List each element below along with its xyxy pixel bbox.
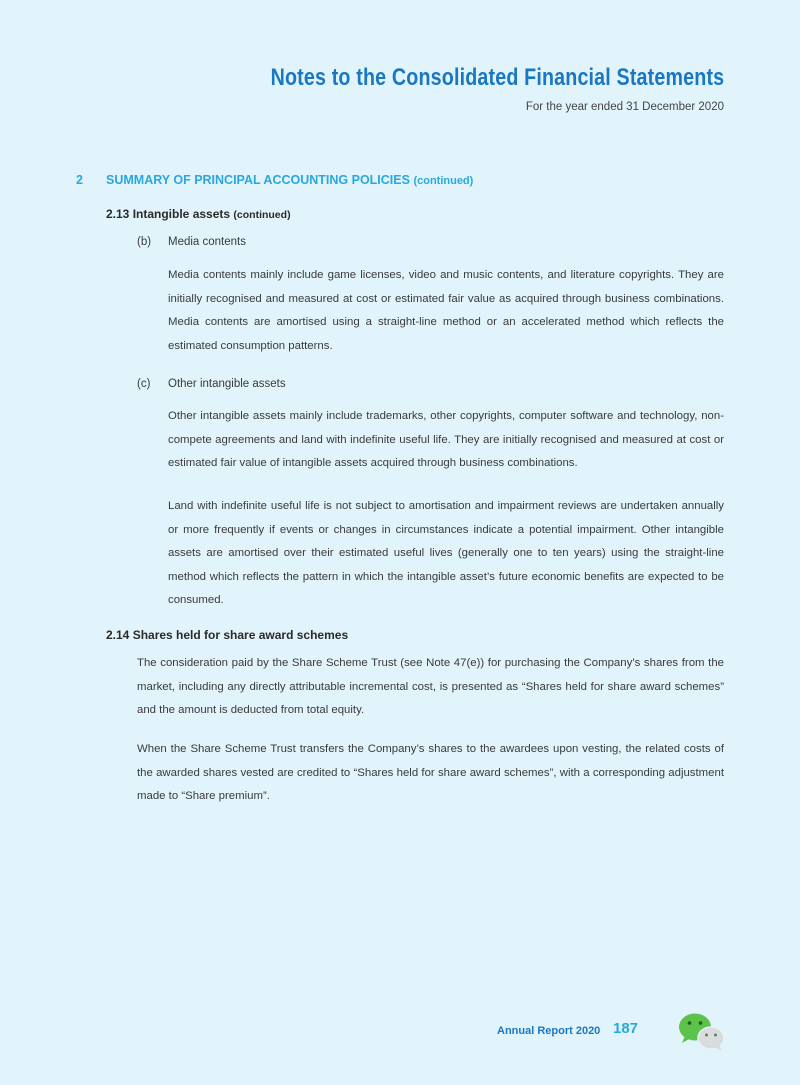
item-heading-b <box>137 236 246 248</box>
paragraph-share-awards-1: The consideration paid by the Share Scheme Trust (see Note 47(e)) for purchasing the Company’s shares from the market, including any directly attributable incremental cost, is presented as “Shares held for share award schemes” and the amount is deducted from total equity. <box>137 657 724 716</box>
item-title: Media contents <box>168 236 246 248</box>
paragraph-other-intangibles-1: Other intangible assets mainly include trademarks, other copyrights, computer software and technology, non-compete agreements and land with indefinite useful life. They are initially recognised and measured at cost or estimated fair value of intangible assets acquired through business combinations. <box>168 410 724 469</box>
footer-report-label: Annual Report 2020 <box>497 1025 601 1037</box>
wechat-logo-icon <box>677 1010 727 1052</box>
section-number: 2 <box>76 173 83 187</box>
page-header-title: Notes to the Consolidated Financial Statements <box>270 64 724 91</box>
page-header-subtitle: For the year ended 31 December 2020 <box>525 101 724 113</box>
paragraph-other-intangibles-2: Land with indefinite useful life is not subject to amortisation and impairment reviews are undertaken annually or more frequently if events or changes in circumstances indicate a potential impairment. Other intangible assets are amortised over their estimated useful lives (generally one to ten years) using the straight-line method which reflects the pattern in which the intangible asset’s future economic benefits are expected to be consumed. <box>168 500 724 606</box>
paragraph-share-awards-2: When the Share Scheme Trust transfers the Company’s shares to the awardees upon vesting, the related costs of the awarded shares vested are credited to “Shares held for share award schemes”, with a corresponding adjustment made to “Share premium”. <box>137 743 724 802</box>
paragraph-media-contents: Media contents mainly include game licenses, video and music contents, and literature copyrights. They are initially recognised and measured at cost or estimated fair value as acquired through business combinations. Media contents are amortised using a straight-line method or an accelerated method which reflects the estimated consumption patterns. <box>168 269 724 352</box>
item-heading-c <box>137 378 286 390</box>
section-title: SUMMARY OF PRINCIPAL ACCOUNTING POLICIES <box>106 173 410 187</box>
item-title: Other intangible assets <box>168 378 286 390</box>
subsection-heading-2-13 <box>106 207 291 221</box>
subsection-continued: (continued) <box>233 209 291 221</box>
item-letter: (b) <box>137 236 152 248</box>
subsection-heading-2-14: 2.14 Shares held for share award schemes <box>106 628 349 642</box>
item-letter: (c) <box>137 378 151 390</box>
subsection-title: 2.13 Intangible assets <box>106 207 231 221</box>
section-heading <box>76 173 473 187</box>
section-continued: (continued) <box>413 175 474 187</box>
page-number: 187 <box>613 1020 639 1037</box>
